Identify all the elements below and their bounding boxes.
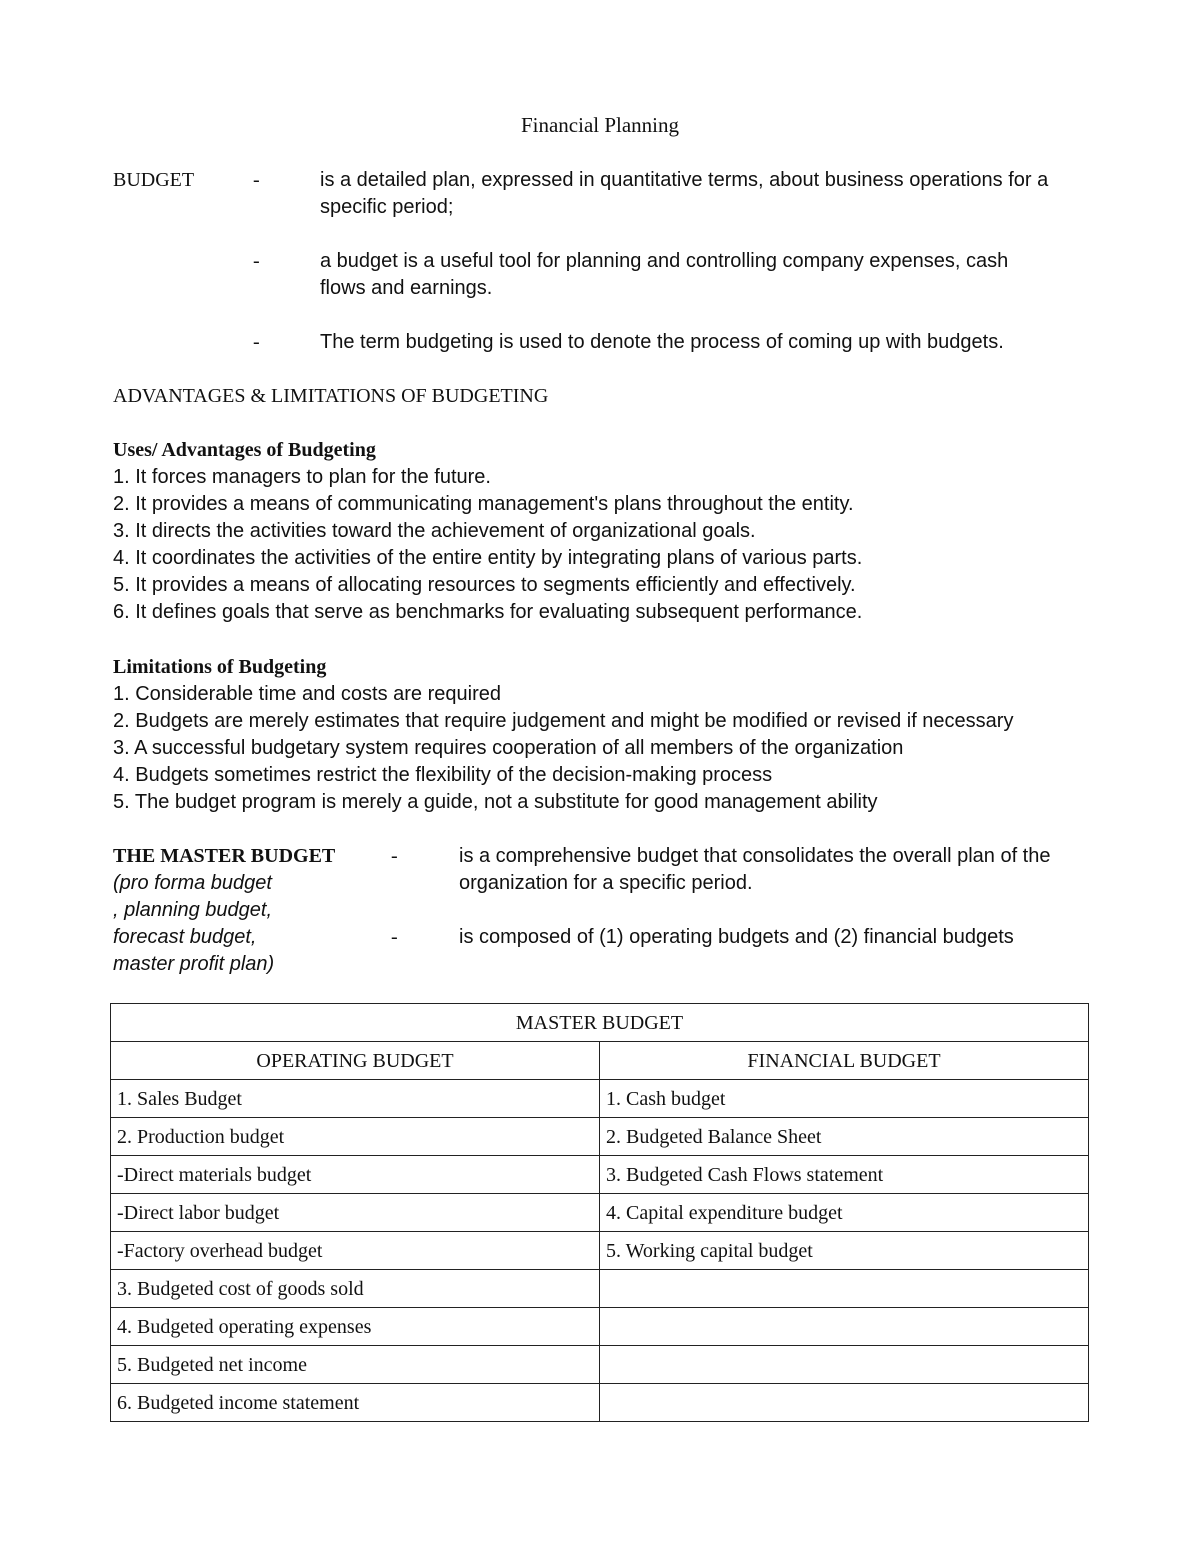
table-row	[111, 1118, 1089, 1156]
list-item: 4. Budgets sometimes restrict the flexibility of the decision-making process	[113, 764, 773, 786]
table-cell: 4. Capital expenditure budget	[600, 1194, 1089, 1232]
master-budget-term: THE MASTER BUDGET	[113, 845, 336, 867]
table-cell: 6. Budgeted income statement	[111, 1384, 600, 1422]
budget-dash-1: -	[253, 169, 260, 191]
table-cell: 3. Budgeted Cash Flows statement	[600, 1156, 1089, 1194]
list-item: 2. Budgets are merely estimates that require judgement and might be modified or revised if necessary	[113, 710, 1014, 732]
budget-dash-2: -	[253, 250, 260, 272]
master-budget-dash-2: -	[391, 926, 398, 948]
budget-def-3-line-1: The term budgeting is used to denote the process of coming up with budgets.	[320, 331, 1004, 353]
table-cell: 5. Working capital budget	[600, 1232, 1089, 1270]
table-cell: 3. Budgeted cost of goods sold	[111, 1270, 600, 1308]
budget-term: BUDGET	[113, 169, 195, 191]
advantages-heading: Uses/ Advantages of Budgeting	[113, 439, 376, 461]
table-cell: -Direct labor budget	[111, 1194, 600, 1232]
table-row	[111, 1308, 1089, 1346]
budget-def-2-line-2: flows and earnings.	[320, 277, 493, 299]
table-row	[111, 1232, 1089, 1270]
budget-def-1-line-1: is a detailed plan, expressed in quantitative terms, about business operations for a	[320, 169, 1049, 191]
table-header-row	[111, 1042, 1089, 1080]
master-budget-alias-4: master profit plan)	[113, 953, 275, 975]
table-row	[111, 1194, 1089, 1232]
page-title: Financial Planning	[520, 113, 680, 137]
table-row	[111, 1156, 1089, 1194]
master-budget-alias-1: (pro forma budget	[113, 872, 272, 894]
list-item: 6. It defines goals that serve as benchmarks for evaluating subsequent performance.	[113, 601, 863, 623]
table-cell: 4. Budgeted operating expenses	[111, 1308, 600, 1346]
table-title-row	[111, 1004, 1089, 1042]
table-cell	[600, 1346, 1089, 1384]
table-cell	[600, 1270, 1089, 1308]
table-row	[111, 1080, 1089, 1118]
master-budget-table	[110, 1003, 1089, 1422]
master-budget-alias-2: , planning budget,	[113, 899, 273, 921]
table-row	[111, 1384, 1089, 1422]
table-cell: -Factory overhead budget	[111, 1232, 600, 1270]
table-row	[111, 1346, 1089, 1384]
budget-def-2-line-1: a budget is a useful tool for planning and controlling company expenses, cash	[320, 250, 1009, 272]
master-budget-alias-3: forecast budget,	[113, 926, 257, 948]
list-item: 4. It coordinates the activities of the entire entity by integrating plans of various parts.	[113, 547, 863, 569]
master-budget-def-1-line-1: is a comprehensive budget that consolidates the overall plan of the	[459, 845, 1051, 867]
limitations-heading: Limitations of Budgeting	[113, 656, 327, 678]
limitations-list	[113, 681, 1013, 816]
table-cell: 2. Budgeted Balance Sheet	[600, 1118, 1089, 1156]
budget-def-1-line-2: specific period;	[320, 196, 454, 218]
table-cell: 1. Cash budget	[600, 1080, 1089, 1118]
table-title: MASTER BUDGET	[111, 1004, 1089, 1042]
table-cell: 2. Production budget	[111, 1118, 600, 1156]
list-item: 1. Considerable time and costs are required	[113, 683, 501, 705]
table-row	[111, 1270, 1089, 1308]
table-cell: 5. Budgeted net income	[111, 1346, 600, 1384]
table-cell	[600, 1308, 1089, 1346]
list-item: 1. It forces managers to plan for the future.	[113, 466, 491, 488]
list-item: 5. The budget program is merely a guide, not a substitute for good management ability	[113, 791, 878, 813]
advantages-list	[113, 464, 862, 626]
list-item: 5. It provides a means of allocating resources to segments efficiently and effectively.	[113, 574, 856, 596]
column-header-operating: OPERATING BUDGET	[111, 1042, 600, 1080]
list-item: 3. It directs the activities toward the achievement of organizational goals.	[113, 520, 756, 542]
list-item: 2. It provides a means of communicating management's plans throughout the entity.	[113, 493, 854, 515]
table-cell: -Direct materials budget	[111, 1156, 600, 1194]
column-header-financial: FINANCIAL BUDGET	[600, 1042, 1089, 1080]
table-cell	[600, 1384, 1089, 1422]
master-budget-def-1-line-2: organization for a specific period.	[459, 872, 753, 894]
master-budget-def-2: is composed of (1) operating budgets and (2) financial budgets	[459, 926, 1014, 948]
table-cell: 1. Sales Budget	[111, 1080, 600, 1118]
budget-dash-3: -	[253, 331, 260, 353]
master-budget-dash-1: -	[391, 845, 398, 867]
list-item: 3. A successful budgetary system requires cooperation of all members of the organization	[113, 737, 904, 759]
adv-lim-heading: ADVANTAGES & LIMITATIONS OF BUDGETING	[113, 385, 549, 407]
